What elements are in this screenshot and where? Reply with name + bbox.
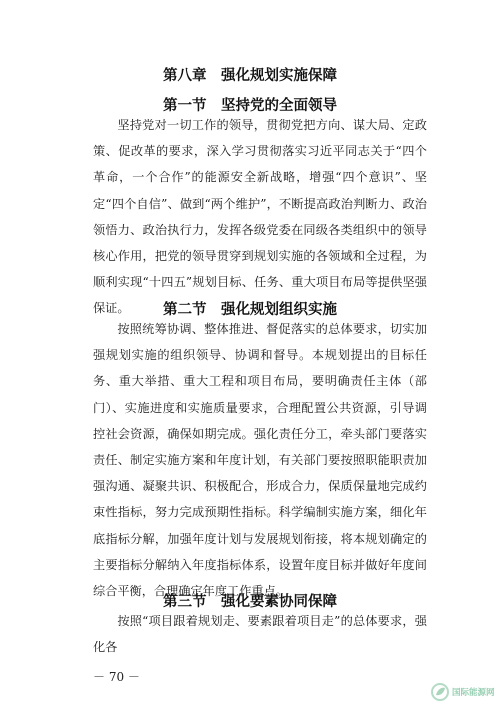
- section-2-paragraph: 按照统筹协调、整体推进、督促落实的总体要求，切实加强规划实施的组织领导、协调和督导。本规划提出的目标任务、重大举措、重大工程和项目布局，要明确责任主体（部门）、实施进度和实施质量要求，合理配置公共资源，引导调控社会资源，确保如期完成。强化责任分工，牵头部门要落实责任、制定实施方案和年度计划，有关部门要按照职能职责加强沟通、凝聚共识、积极配合，形成合力，保质保量地完成约束性指标，努力完成预期性指标。科学编制实施方案，细化年底指标分解，加强年度计划与发展规划衔接，将本规划确定的主要指标分解纳入年度指标体系，设置年度目标并做好年度间综合平衡，合理确定年度工作重点。: [93, 322, 427, 599]
- section-1-paragraph: 坚持党对一切工作的领导，贯彻党把方向、谋大局、定政策、促改革的要求，深入学习贯彻落实习近平同志关于“四个革命，一个合作”的能源安全新战略，增强“四个意识”、坚定“四个自信”、做到“两个维护”，不断提高政治判断力、政治领悟力、政治执行力，发挥各级党委在同级各类组织中的领导核心作用，把党的领导贯穿到规划实施的各领域和全过程，为顺利实现“十四五”规划目标、任务、重大项目布局等提供坚强保证。: [93, 118, 427, 316]
- watermark-text: 国际能源网: [452, 688, 495, 698]
- section-title-1: 第一节 坚持党的全面领导: [163, 98, 337, 114]
- section-title-2: 第二节 强化规划组织实施: [163, 302, 337, 318]
- watermark: [430, 680, 496, 704]
- leaf-icon: [430, 682, 450, 702]
- section-title-3: 第三节 强化要素协同保障: [163, 594, 337, 610]
- chapter-title: 第八章 强化规划实施保障: [163, 68, 337, 84]
- page-number: － 70 －: [93, 670, 140, 684]
- section-3-paragraph: 按照“项目跟着规划走、要素跟着项目走”的总体要求，强化各: [93, 614, 427, 655]
